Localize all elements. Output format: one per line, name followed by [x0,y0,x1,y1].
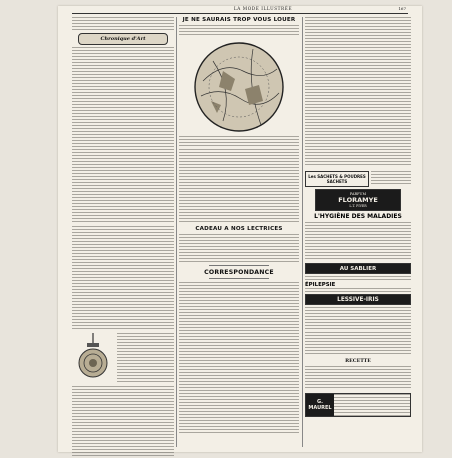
ad-text [334,394,410,416]
section-heading-correspondance: CORRESPONDANCE [204,269,274,276]
divider [209,278,269,279]
ad-sachets: Les SACHETS & POUDRES SACHETS [305,171,369,187]
column-3 [305,17,411,419]
ad-text [305,307,411,329]
section-title: Chronique d'Art [100,36,146,42]
globe-map-illustration [193,41,285,133]
article-title: JE NE SAURAIS TROP VOUS LOUER [182,17,296,23]
body-text [72,17,174,31]
ad-text [371,171,411,185]
ad-row-sachets [305,171,411,189]
ad-text [305,276,411,282]
ad-maurel: G. MAUREL [305,393,411,417]
recette-heading: RECETTE [345,358,371,364]
body-text [179,234,299,262]
newspaper-page [58,6,422,452]
ad-text [305,332,411,354]
body-text [305,366,411,390]
ad-hygiene-title: L'HYGIÈNE DES MALADIES [314,213,402,220]
body-text [179,25,299,37]
figure-caption [179,136,299,146]
medal-icon [73,333,113,381]
ad-parfum: PARFUM FLORAMYE L.T. PIVER [315,189,401,211]
page-number: 167 [398,6,406,11]
divider [209,265,269,266]
ad-text [305,222,411,260]
body-text [305,17,411,167]
column-1 [72,17,174,458]
running-head: LA MODE ILLUSTRÉE [233,6,293,11]
medal-illustration [72,333,114,383]
column-rule-2 [302,17,303,447]
section-banner [78,33,168,45]
body-text [72,226,174,330]
map-figure [179,41,299,133]
body-text [179,149,299,223]
section-heading-cadeau: CADEAU A NOS LECTRICES [195,226,283,232]
ad-au-sablier: AU SABLIER [305,263,411,274]
header-rule [72,13,408,14]
body-text [179,282,299,434]
ad-epilepsie: ÉPILEPSIE [305,282,336,288]
body-text [72,47,174,223]
body-text [72,386,174,458]
ad-text [305,288,411,294]
ad-lessive: LESSIVE-IRIS [305,294,411,305]
column-rule-1 [176,17,177,447]
column-2 [179,17,299,434]
body-text [117,333,174,383]
